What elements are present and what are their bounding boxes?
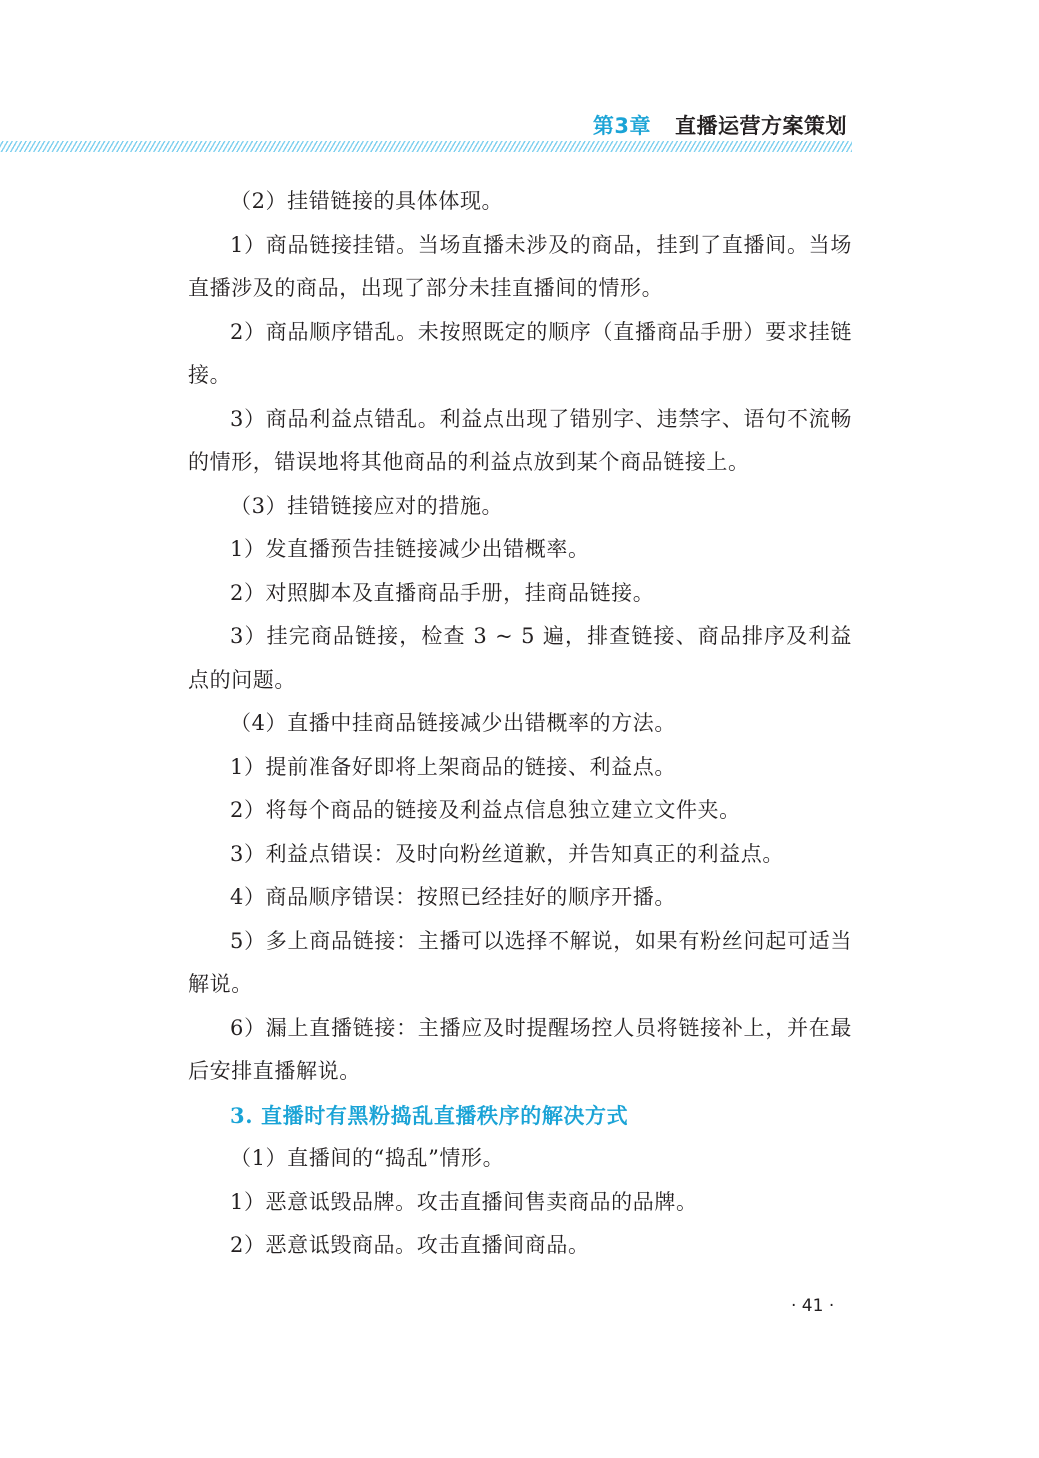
section-heading: 3. 直播时有黑粉捣乱直播秩序的解决方式 (230, 1102, 629, 1128)
paragraph: 1）恶意诋毁品牌。攻击直播间售卖商品的品牌。 (230, 1189, 698, 1214)
paragraph: 2）将每个商品的链接及利益点信息独立建立文件夹。 (230, 798, 741, 822)
paragraph: （3）挂错链接应对的措施。 (230, 493, 504, 518)
paragraph: 3）商品利益点错乱。利益点出现了错别字、违禁字、语句不流畅的情形，错误地将其他商品的利益点放到某个商品链接上。 (188, 406, 852, 474)
chapter-number: 第3章 (592, 114, 651, 138)
chapter-title: 直播运营方案策划 (675, 114, 847, 138)
paragraph: 2）商品顺序错乱。未按照既定的顺序（直播商品手册）要求挂链接。 (188, 319, 852, 387)
header-hatch-rule (0, 141, 852, 152)
paragraph: 1）商品链接挂错。当场直播未涉及的商品，挂到了直播间。当场直播涉及的商品，出现了部分未挂直播间的情形。 (188, 232, 852, 300)
paragraph: 1）提前准备好即将上架商品的链接、利益点。 (230, 754, 676, 779)
paragraph: （4）直播中挂商品链接减少出错概率的方法。 (230, 711, 676, 735)
page-body (188, 180, 852, 1268)
header-title (593, 110, 847, 140)
page-number: · 41 · (791, 1296, 835, 1316)
paragraph: 2）恶意诋毁商品。攻击直播间商品。 (230, 1233, 590, 1257)
paragraph: 1）发直播预告挂链接减少出错概率。 (230, 537, 590, 561)
paragraph: 3）利益点错误：及时向粉丝道歉，并告知真正的利益点。 (230, 841, 784, 866)
paragraph: （2）挂错链接的具体体现。 (230, 189, 504, 213)
paragraph: 4）商品顺序错误：按照已经挂好的顺序开播。 (230, 885, 676, 909)
paragraph: 2）对照脚本及直播商品手册，挂商品链接。 (230, 580, 655, 605)
paragraph: 6）漏上直播链接：主播应及时提醒场控人员将链接补上，并在最后安排直播解说。 (188, 1015, 852, 1083)
paragraph: 3）挂完商品链接，检查 3 ~ 5 遍，排查链接、商品排序及利益点的问题。 (188, 624, 852, 692)
paragraph: （1）直播间的“捣乱”情形。 (230, 1146, 505, 1170)
paragraph: 5）多上商品链接：主播可以选择不解说，如果有粉丝问起可适当解说。 (188, 928, 852, 996)
